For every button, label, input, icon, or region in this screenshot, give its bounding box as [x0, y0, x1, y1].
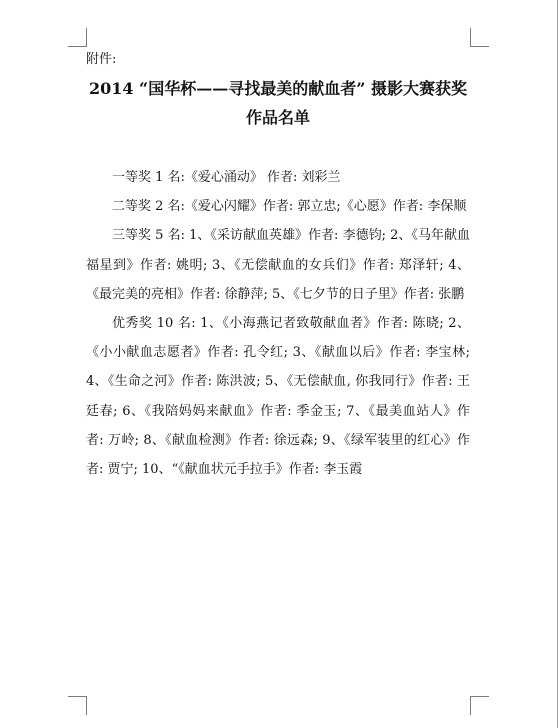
margin-corner-top-right [470, 28, 489, 47]
attachment-label: 附件: [86, 52, 117, 67]
third-prize-paragraph: 三等奖 5 名: 1、《采访献血英雄》作者: 李德钧; 2、《马年献血福星到》作者: 姚明; 3、《无偿献血的女兵们》作者: 郑泽轩; 4、《最完美的亮相》作者: 徐静萍; 5、《七夕节的日子里》作者: 张鹏 [86, 228, 470, 302]
first-prize-paragraph: 一等奖 1 名:《爱心涌动》 作者: 刘彩兰 [112, 170, 341, 185]
document-title-line-1: 2014 “国华杯——寻找最美的献血者” 摄影大赛获奖 [88, 79, 468, 98]
margin-corner-bottom-left [68, 696, 87, 715]
excellence-award-paragraph: 优秀奖 10 名: 1、《小海燕记者致敬献血者》作者: 陈晓; 2、《小小献血志愿者》作者: 孔令红; 3、《献血以后》作者: 李宝林; 4、《生命之河》作者: 陈洪波; 5、《无偿献血, 你我同行》作者: 王廷春; 6、《我陪妈妈来献血》作者: 季金玉; 7、《最美血站人》作者: 万岭; 8、《献血检测》作者: 徐远森; 9、《绿军装里的红心》作者: 贾宁; 10、“《献血状元手拉手》作者: 李玉霞 [86, 316, 470, 478]
award-list-body [86, 163, 470, 484]
margin-corner-top-left [68, 28, 87, 47]
document-title-line-2: 作品名单 [245, 108, 310, 127]
margin-corner-bottom-right [470, 696, 489, 715]
second-prize-paragraph: 二等奖 2 名:《爱心闪耀》作者: 郭立忠;《心愿》作者: 李保顺 [112, 199, 467, 215]
